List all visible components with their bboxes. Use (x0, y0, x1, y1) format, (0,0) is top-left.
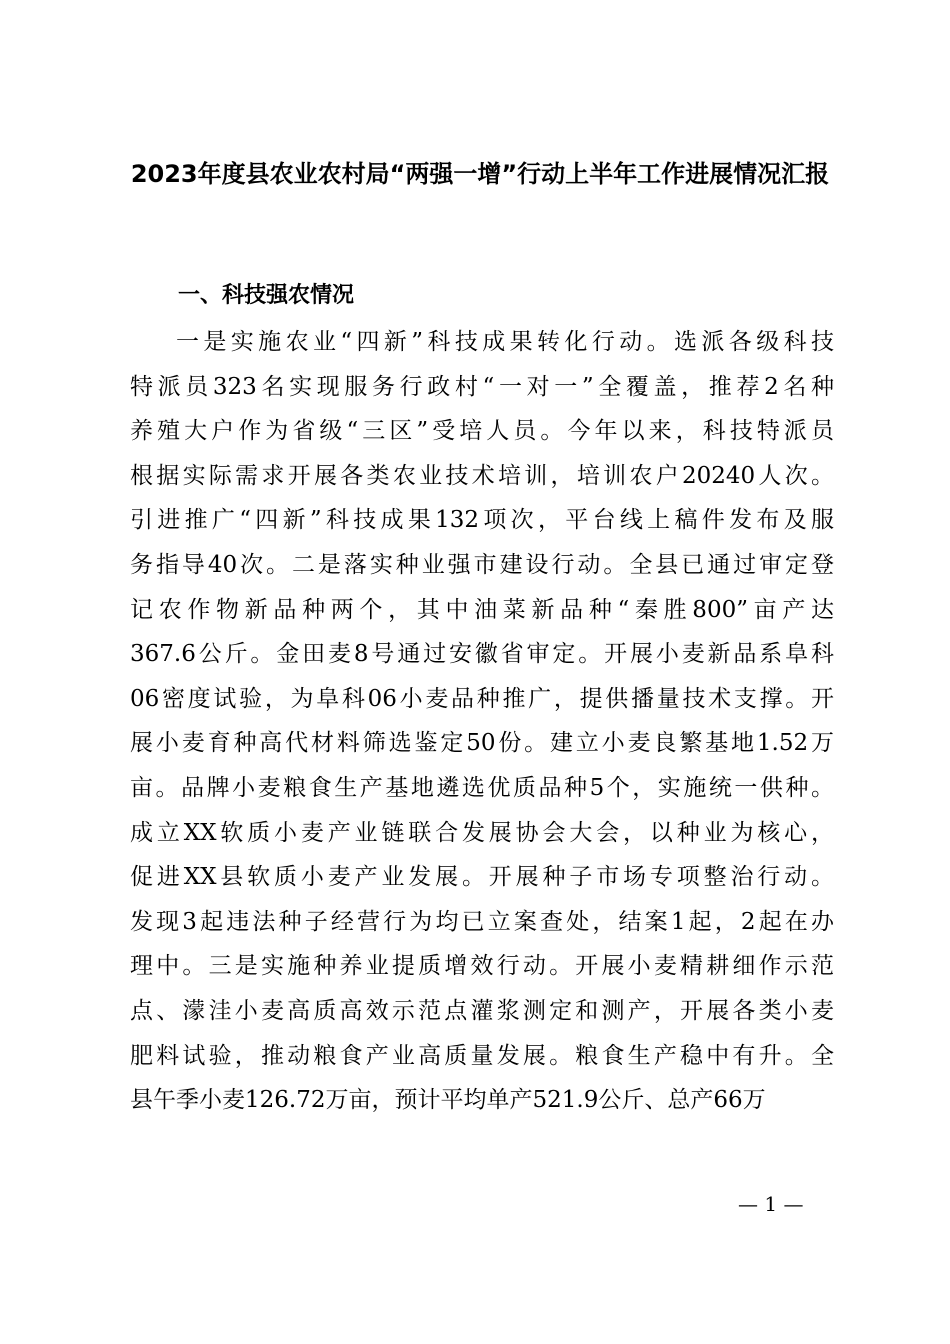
paragraph-line: 养殖大户作为省级“三区”受培人员。今年以来，科技特派员 (130, 418, 834, 445)
paragraph-line: 一是实施农业“四新”科技成果转化行动。选派各级科技 (176, 329, 834, 355)
paragraph-line: 367.6公斤。金田麦8号通过安徽省审定。开展小麦新品系阜科 (130, 641, 834, 668)
page-number: — 1 — (738, 1192, 804, 1216)
paragraph-line: 发现3起违法种子经营行为均已立案查处，结案1起，2起在办 (130, 908, 834, 935)
paragraph-line: 务指导40次。二是落实种业强市建设行动。全县已通过审定登 (130, 551, 834, 578)
paragraph-line: 肥料试验，推动粮食产业高质量发展。粮食生产稳中有升。全 (130, 1042, 834, 1069)
document-title: 2023年度县农业农村局“两强一增”行动上半年工作进展情况汇报 (130, 160, 830, 188)
paragraph-line: 促进XX县软质小麦产业发展。开展种子市场专项整治行动。 (130, 864, 834, 891)
section-heading: 一、科技强农情况 (178, 283, 355, 308)
paragraph-line: 记农作物新品种两个，其中油菜新品种“秦胜800”亩产达 (130, 596, 834, 623)
paragraph-line: 亩。品牌小麦粮食生产基地遴选优质品种5个，实施统一供种。 (130, 774, 834, 801)
paragraph-line: 展小麦育种高代材料筛选鉴定50份。建立小麦良繁基地1.52万 (130, 730, 834, 757)
paragraph-line: 点、濛洼小麦高质高效示范点灌浆测定和测产，开展各类小麦 (130, 997, 834, 1024)
paragraph-line: 理中。三是实施种养业提质增效行动。开展小麦精耕细作示范 (130, 953, 834, 980)
body-paragraph (130, 320, 834, 1123)
paragraph-line: 县午季小麦126.72万亩，预计平均单产521.9公斤、总产66万 (130, 1087, 766, 1114)
paragraph-line: 根据实际需求开展各类农业技术培训，培训农户20240人次。 (130, 462, 834, 489)
paragraph-line: 成立XX软质小麦产业链联合发展协会大会，以种业为核心， (130, 819, 834, 846)
paragraph-line: 特派员323名实现服务行政村“一对一”全覆盖，推荐2名种 (130, 373, 834, 400)
paragraph-line: 引进推广“四新”科技成果132项次，平台线上稿件发布及服 (130, 507, 834, 534)
paragraph-line: 06密度试验，为阜科06小麦品种推广，提供播量技术支撑。开 (130, 685, 834, 712)
